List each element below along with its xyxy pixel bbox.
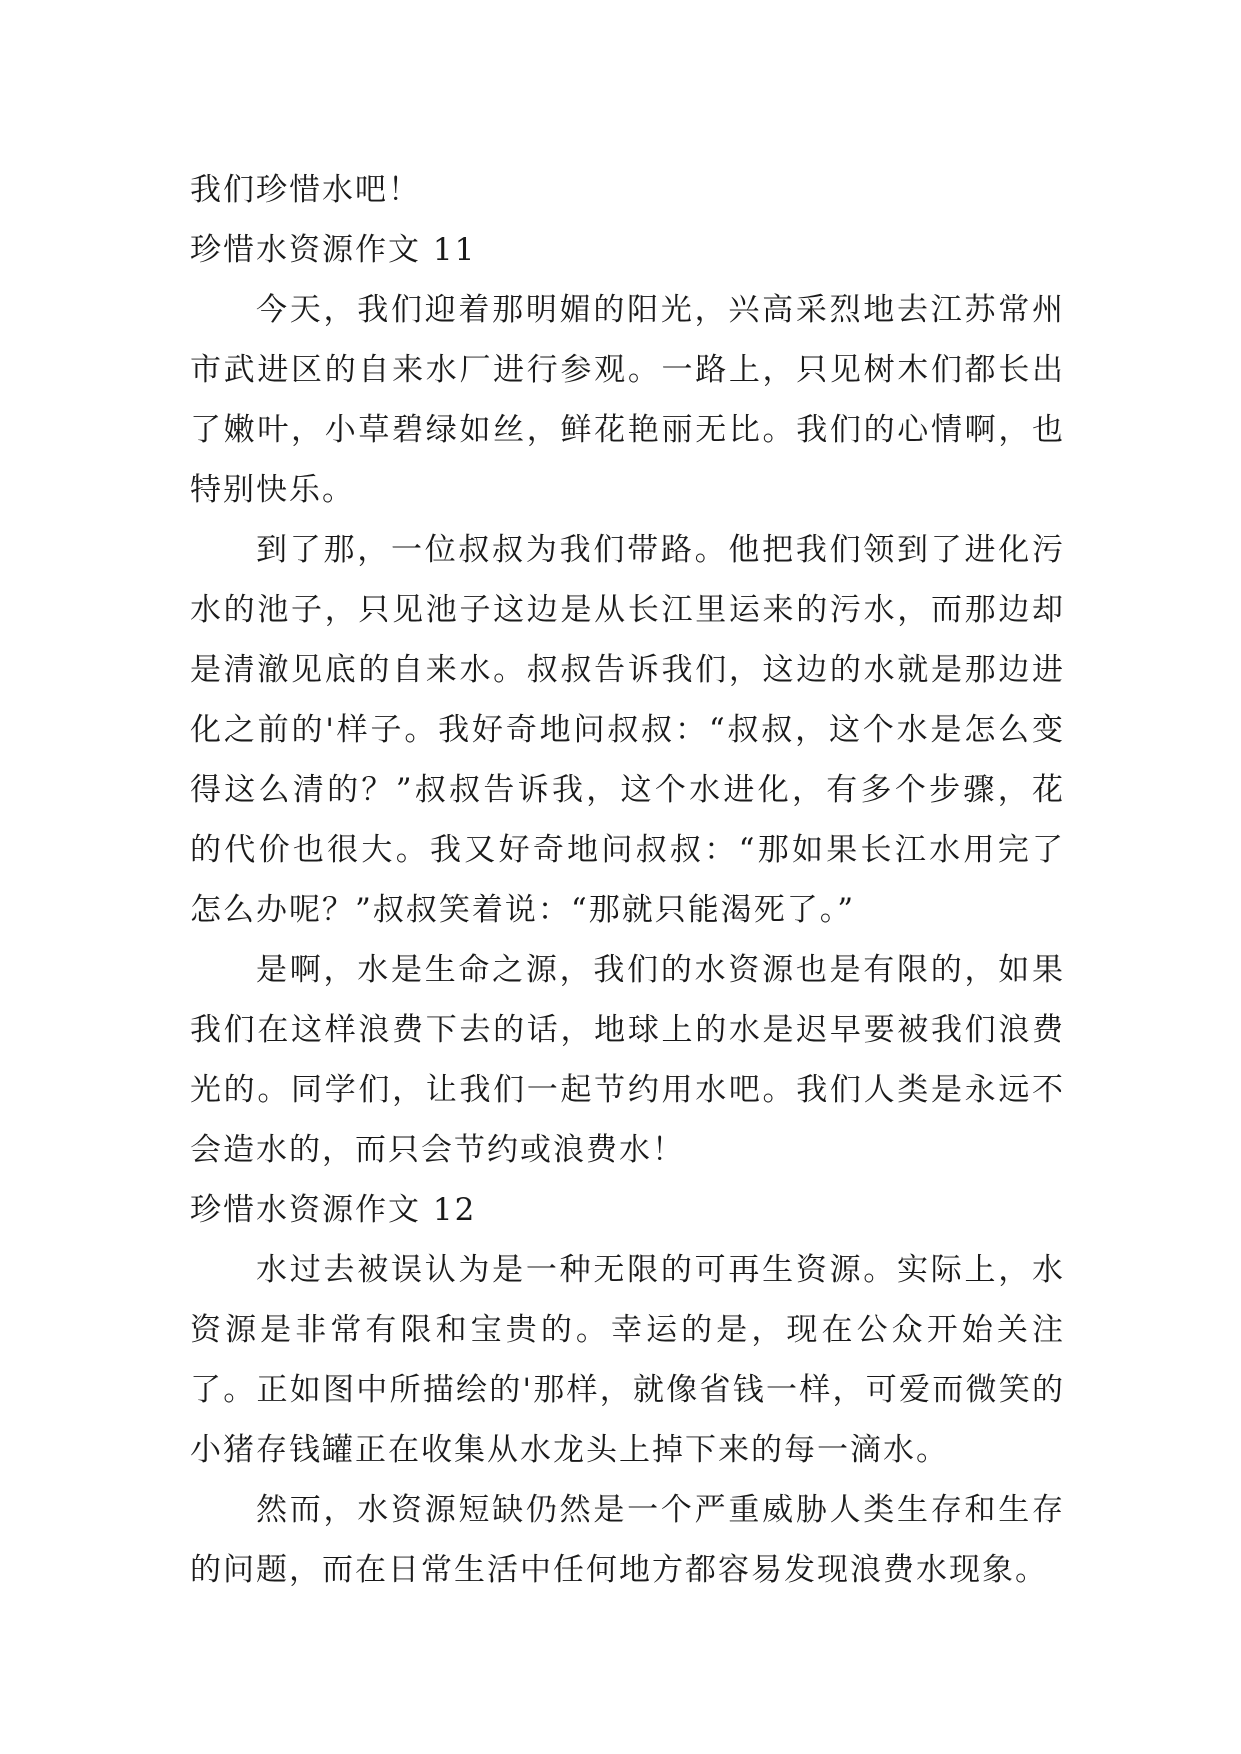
essay-12-paragraph-2: 然而，水资源短缺仍然是一个严重威胁人类生存和生存的问题，而在日常生活中任何地方都容易发现浪费水现象。 [190, 1492, 1065, 1588]
essay-11-paragraph-3: 是啊，水是生命之源，我们的水资源也是有限的，如果我们在这样浪费下去的话，地球上的水是迟早要被我们浪费光的。同学们，让我们一起节约用水吧。我们人类是永远不会造水的，而只会节约或浪费水！ [190, 952, 1065, 1168]
essay-11-paragraph-1: 今天，我们迎着那明媚的阳光，兴高采烈地去江苏常州市武进区的自来水厂进行参观。一路上，只见树木们都长出了嫩叶，小草碧绿如丝，鲜花艳丽无比。我们的心情啊，也特别快乐。 [190, 292, 1065, 508]
essay-12-title: 珍惜水资源作文 12 [190, 1192, 477, 1228]
essay-12-paragraph-1: 水过去被误认为是一种无限的可再生资源。实际上，水资源是非常有限和宝贵的。幸运的是，现在公众开始关注了。正如图中所描绘的'那样，就像省钱一样，可爱而微笑的小猪存钱罐正在收集从水龙头上掉下来的每一滴水。 [190, 1252, 1065, 1468]
document-body [190, 160, 1065, 1600]
essay-11-title: 珍惜水资源作文 11 [190, 232, 477, 268]
essay-11-paragraph-2: 到了那，一位叔叔为我们带路。他把我们领到了进化污水的池子，只见池子这边是从长江里运来的污水，而那边却是清澈见底的自来水。叔叔告诉我们，这边的水就是那边进化之前的'样子。我好奇地问叔叔：“叔叔，这个水是怎么变得这么清的？”叔叔告诉我，这个水进化，有多个步骤，花的代价也很大。我又好奇地问叔叔：“那如果长江水用完了怎么办呢？”叔叔笑着说：“那就只能渴死了。” [190, 532, 1065, 928]
closing-line: 我们珍惜水吧！ [190, 172, 421, 208]
